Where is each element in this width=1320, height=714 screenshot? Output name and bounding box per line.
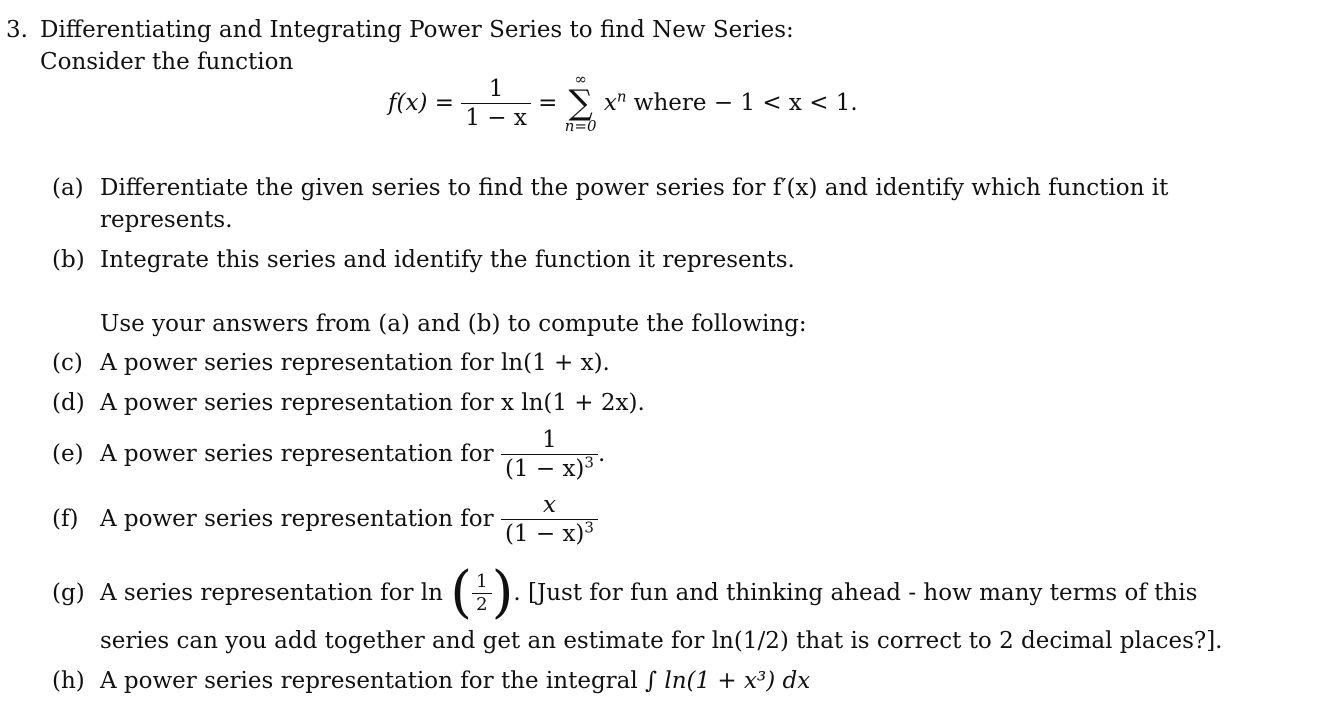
part-h-text: A power series representation for the integral xyxy=(100,668,638,694)
left-paren: ( xyxy=(450,560,473,625)
part-f-den-base: (1 − x) xyxy=(504,520,585,547)
part-g-denominator: 2 xyxy=(472,593,491,616)
part-g-text: A series representation for ln xyxy=(100,580,443,606)
main-equation xyxy=(388,72,858,134)
sum-term: x xyxy=(603,90,617,116)
part-a-line2: represents. xyxy=(100,207,233,233)
summation xyxy=(565,72,597,134)
part-e-end: . xyxy=(597,441,606,467)
problem-number: 3. xyxy=(6,17,28,43)
part-f-label: (f) xyxy=(52,506,79,532)
part-b-text: Integrate this series and identify the function it represents. xyxy=(100,247,795,273)
part-g-content xyxy=(100,558,1197,628)
part-h-integral: ∫ ln(1 + x³) dx xyxy=(645,668,811,694)
fraction-denominator: 1 − x xyxy=(461,103,531,132)
part-e-den-exp: 3 xyxy=(584,452,594,471)
part-g-label: (g) xyxy=(52,580,85,606)
part-d-label: (d) xyxy=(52,390,85,416)
part-d-text: A power series representation for x ln(1 + 2x). xyxy=(100,390,645,416)
part-c-text: A power series representation for ln(1 + x). xyxy=(100,350,610,376)
part-f-den-exp: 3 xyxy=(584,517,594,536)
part-e-content xyxy=(100,421,605,487)
sum-upper-limit: ∞ xyxy=(574,70,587,88)
part-e-label: (e) xyxy=(52,441,84,467)
part-h-content xyxy=(100,667,810,695)
problem-title: Differentiating and Integrating Power Series to find New Series: xyxy=(40,17,794,43)
sigma-symbol: ∑ xyxy=(568,83,593,123)
right-paren: ) xyxy=(491,560,514,625)
equation-lhs: f(x) = xyxy=(388,90,455,116)
part-b-label: (b) xyxy=(52,247,85,273)
part-f-content xyxy=(100,486,598,552)
part-f-numerator: x xyxy=(542,491,556,518)
equation-fraction xyxy=(461,75,531,132)
domain-condition: where − 1 < x < 1. xyxy=(633,90,858,116)
part-f-denominator xyxy=(501,519,598,548)
part-e-denominator xyxy=(501,454,598,483)
part-a-label: (a) xyxy=(52,175,84,201)
part-g-line2: series can you add together and get an estimate for ln(1/2) that is correct to 2 decimal places?]. xyxy=(100,628,1223,654)
part-g-line1-end: . [Just for fun and thinking ahead - how many terms of this xyxy=(513,580,1198,606)
equation-equals: = xyxy=(538,90,558,116)
part-f-fraction xyxy=(501,491,598,548)
part-f-text: A power series representation for xyxy=(100,506,494,532)
intro-text: Consider the function xyxy=(40,49,294,75)
part-e-text: A power series representation for xyxy=(100,441,494,467)
fraction-numerator: 1 xyxy=(488,75,504,102)
part-a-line1: Differentiate the given series to find the power series for f′(x) and identify which function it xyxy=(100,175,1169,201)
part-e-den-base: (1 − x) xyxy=(504,455,585,482)
instruction-text: Use your answers from (a) and (b) to compute the following: xyxy=(100,311,807,337)
part-g-numerator: 1 xyxy=(476,570,488,592)
sum-lower-limit: n=0 xyxy=(564,117,597,135)
part-g-fraction xyxy=(472,571,491,616)
sum-term-exponent: n xyxy=(616,87,627,106)
part-c-label: (c) xyxy=(52,350,83,376)
part-h-label: (h) xyxy=(52,668,85,694)
part-e-fraction xyxy=(501,426,598,483)
part-e-numerator: 1 xyxy=(542,426,557,453)
